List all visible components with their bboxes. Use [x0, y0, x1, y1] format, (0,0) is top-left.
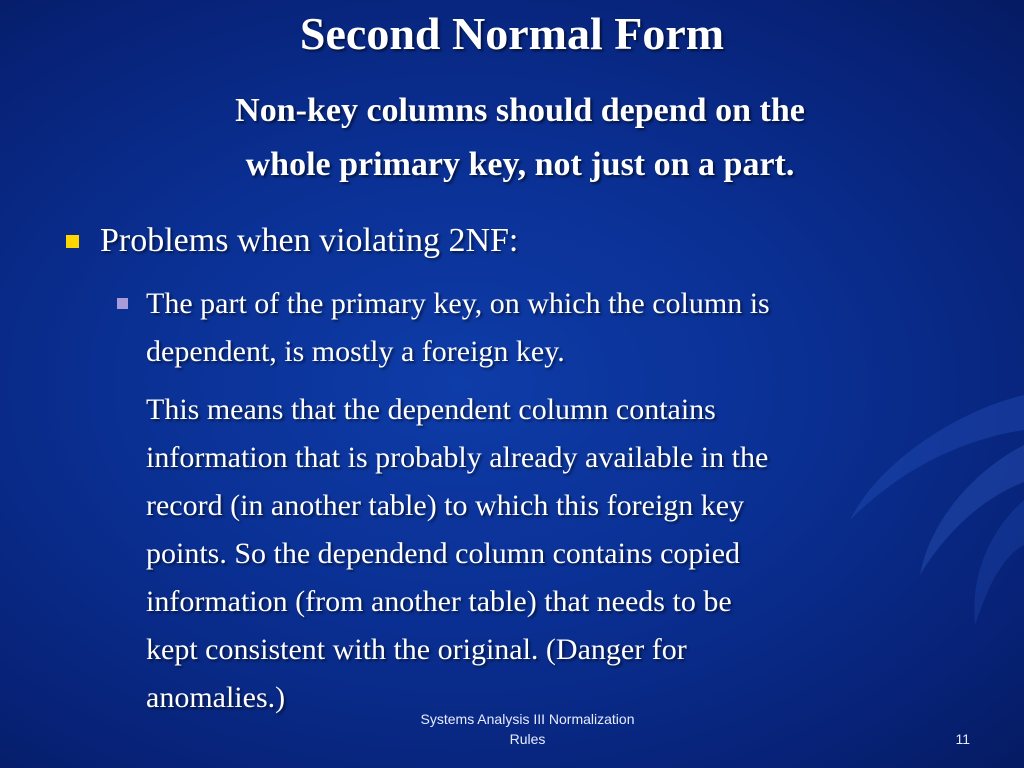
square-bullet-icon: [66, 235, 79, 248]
slide-footer: [370, 709, 685, 749]
text-line: The part of the primary key, on which the column is: [146, 287, 770, 320]
bullet-text: Problems when violating 2NF:: [100, 222, 519, 259]
square-bullet-icon: [117, 298, 128, 309]
text-line: This means that the dependent column contains: [146, 393, 716, 426]
text-line: information that is probably already available in the: [146, 441, 769, 474]
footer-line: Rules: [509, 731, 546, 747]
slide-subtitle: [100, 84, 940, 192]
text-line: dependent, is mostly a foreign key.: [146, 335, 565, 368]
text-line: record (in another table) to which this foreign key: [146, 489, 745, 522]
text-line: information (from another table) that needs to be: [146, 585, 732, 618]
slide-title: Second Normal Form: [299, 8, 725, 59]
text-line: anomalies.): [146, 681, 286, 714]
text-line: points. So the dependend column contains copied: [146, 537, 741, 570]
bullet-level2: [146, 280, 976, 722]
page-number: 11: [955, 731, 970, 747]
subtitle-line: whole primary key, not just on a part.: [245, 146, 795, 183]
footer-line: Systems Analysis III Normalization: [420, 711, 635, 727]
subtitle-line: Non-key columns should depend on the: [235, 92, 805, 129]
text-line: kept consistent with the original. (Danger for: [146, 633, 687, 666]
sub-bullet-text: [146, 280, 976, 376]
explanation-paragraph: [146, 386, 976, 722]
